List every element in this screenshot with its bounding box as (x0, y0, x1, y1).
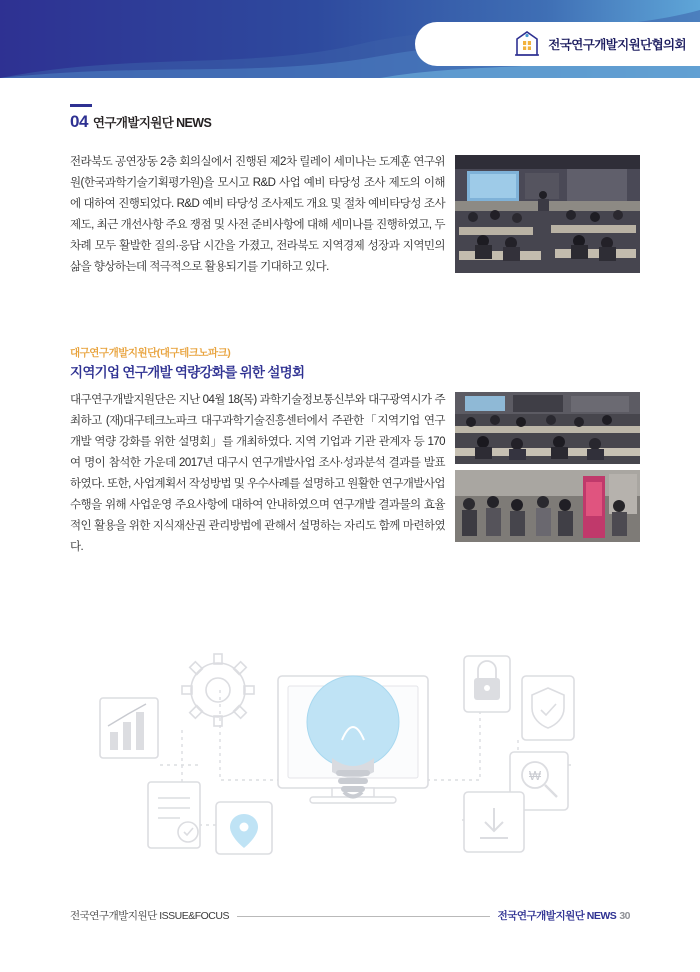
document-icon (148, 782, 200, 848)
footer-right-text (498, 908, 630, 923)
article-1-body: 전라북도 공연장동 2층 회의실에서 진행된 제2차 릴레이 세미나는 도계훈 연구위원(한국과학기술기획평가원)을 모시고 R&D 사업 예비 타당성 조사 제도의 이해에 대하여 진행되었다. R&D 예비 타당성 조사제도 개요 및 절차 예비타당성 조사제도, 최근 개선사항 주요 쟁점 및 사전 준비사항에 대해 세미나를 진행하였고, 두 차례 모두 활발한 질의·응답 시간을 가졌고, 전라북도 지역경제 성장과 지역민의 삶을 향상하는데 적극적으로 활용되기를 기대하고 있다. (70, 156, 445, 273)
rnd-innovation-lightbulb-illustration (70, 580, 630, 880)
briefing-session-photo (455, 392, 640, 464)
seminar-lecture-photo (455, 155, 640, 273)
article-2-body: 대구연구개발지원단은 지난 04월 18(목) 과학기술정보통신부와 대구광역시가 주최하고 (재)대구테크노파크 대구과학기술진흥센터에서 주관한「지역기업 연구개발 역량 강화를 위한 설명회」를 개최하였다. 지역 기업과 기관 관계자 등 170여 명이 참석한 가운데 2017년 대구시 연구개발사업 조사·성과분석 결과를 발표하였다. 또한, 사업계획서 작성방법 및 우수사례를 설명하고 원활한 연구개발사업수행을 위해 사업운영 주요사항에 대하여 안내하였으며 연구개발 결과물의 효율적인 활용을 위한 지식재산권 관리방법에 관해서 설명하는 자리도 함께 마련하였다. (70, 394, 445, 553)
article-2-title: 지역기업 연구개발 역량강화를 위한 설명회 (70, 365, 305, 380)
networking-session-photo (455, 470, 640, 542)
section-rule (70, 104, 92, 107)
section-heading (70, 104, 630, 132)
footer-divider (237, 916, 490, 917)
section-number: 04 (70, 112, 88, 131)
page-footer (70, 905, 630, 925)
footer-left-text: 전국연구개발지원단 ISSUE&FOCUS (70, 909, 229, 922)
header-org-name: 전국연구개발지원단협의회 (548, 38, 686, 52)
building-emblem-icon (512, 28, 542, 60)
gear-icon (182, 654, 254, 726)
shield-icon (522, 676, 574, 740)
download-icon (464, 792, 524, 852)
header-logo (512, 28, 686, 60)
svg-text:₩: ₩ (528, 768, 542, 783)
footer-right-label: 전국연구개발지원단 NEWS (497, 909, 617, 922)
lock-icon (464, 656, 510, 712)
location-pin-icon (216, 802, 272, 854)
page-number: 30 (619, 909, 630, 922)
section-title: 연구개발지원단 NEWS (92, 116, 212, 130)
bar-chart-icon (100, 698, 158, 758)
article-2-kicker: 대구연구개발지원단(대구테크노파크) (70, 347, 231, 359)
